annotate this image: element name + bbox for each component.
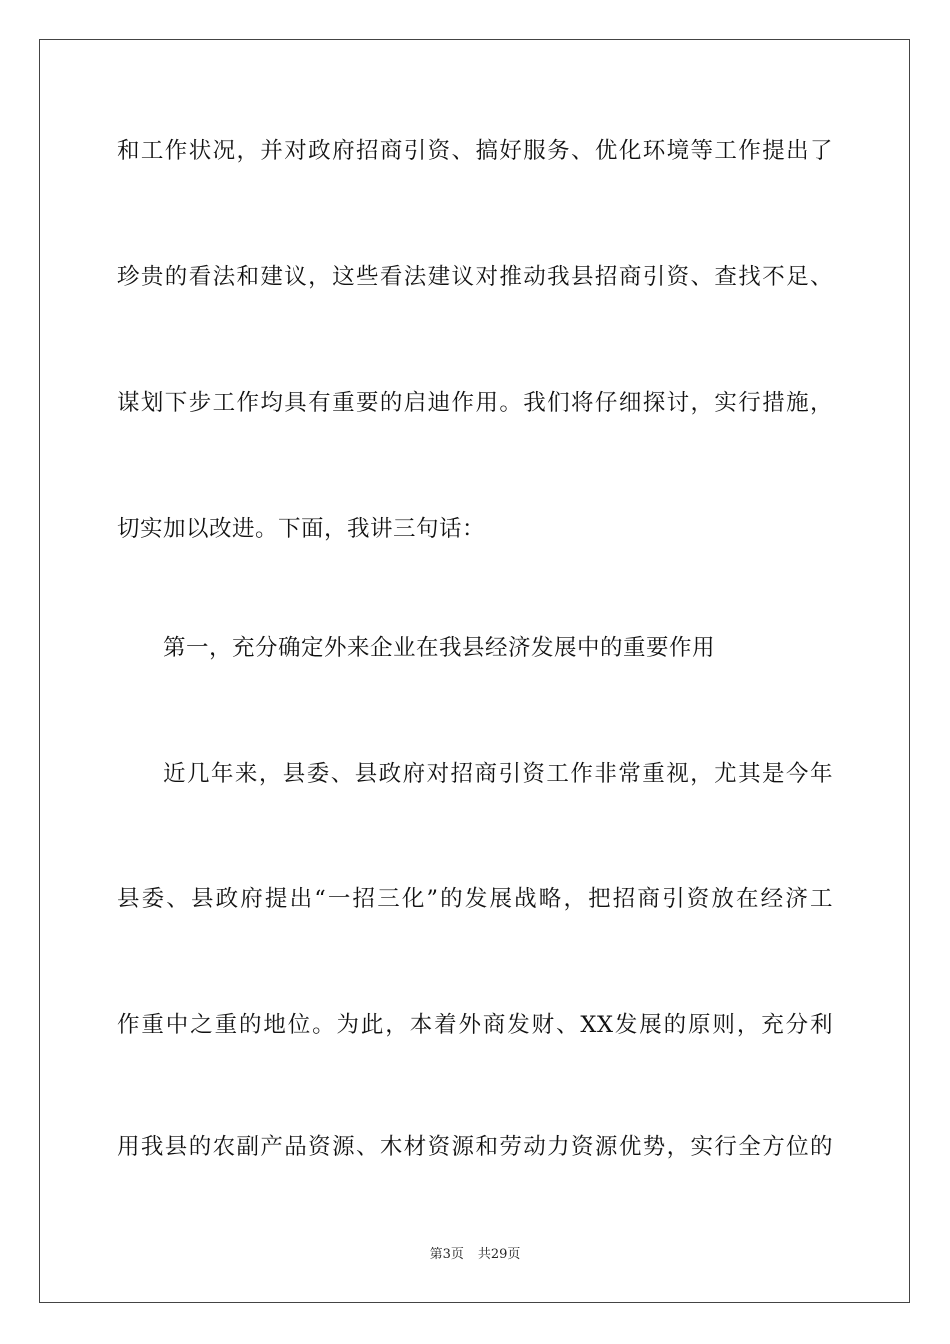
page-total: 共29页 <box>477 1247 521 1262</box>
section-heading: 第一，充分确定外来企业在我县经济发展中的重要作用 <box>163 635 716 661</box>
page-border <box>39 39 910 1303</box>
page-footer <box>0 1246 950 1264</box>
body-text-line: 珍贵的看法和建议，这些看法建议对推动我县招商引资、查找不足、 <box>117 264 833 290</box>
body-text-line: 近几年来，县委、县政府对招商引资工作非常重视，尤其是今年 <box>163 761 833 787</box>
body-text-line: 作重中之重的地位。为此，本着外商发财、XX发展的原则，充分利 <box>117 1012 833 1038</box>
body-text-line: 县委、县政府提出“一招三化”的发展战略，把招商引资放在经济工 <box>117 886 833 912</box>
body-text-line: 和工作状况，并对政府招商引资、搞好服务、优化环境等工作提出了 <box>117 138 833 164</box>
body-text-line: 用我县的农副产品资源、木材资源和劳动力资源优势，实行全方位的 <box>117 1134 833 1160</box>
body-text-line: 谋划下步工作均具有重要的启迪作用。我们将仔细探讨，实行措施， <box>117 390 833 416</box>
body-text-line: 切实加以改进。下面，我讲三句话： <box>117 516 486 542</box>
page-number: 第3页 <box>429 1247 464 1262</box>
